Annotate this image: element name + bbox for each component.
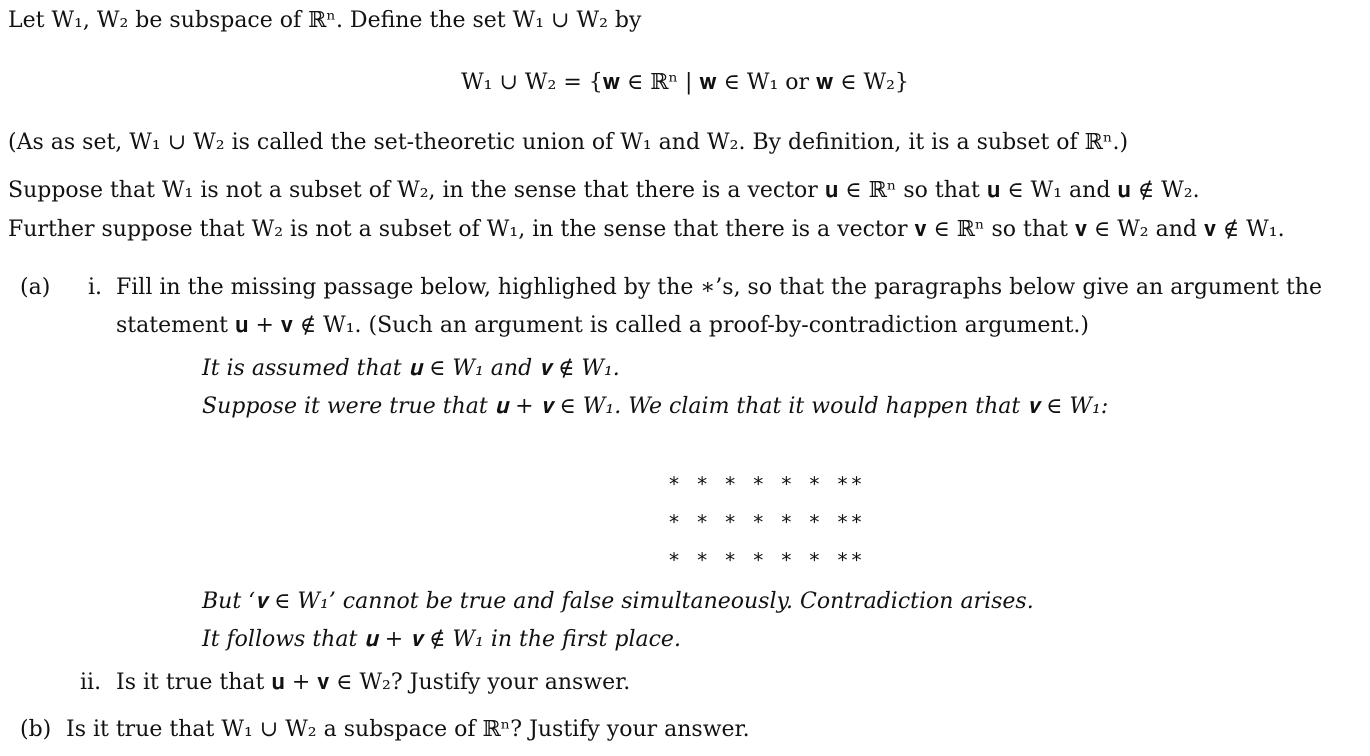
part-b-question: Is it true that W₁ ∪ W₂ a subspace of ℝⁿ? Justify your answer. [66,717,750,742]
union-remark: (As as set, W₁ ∪ W₂ is called the set-theoretic union of W₁ and W₂. By definition, it is a subset of ℝⁿ.) [8,130,1129,155]
intro-line: Let W₁, W₂ be subspace of ℝⁿ. Define the set W₁ ∪ W₂ by [8,8,642,33]
part-a-i-instruction: Fill in the missing passage below, highlighed by the ∗’s, so that the paragraphs below give an argument the [116,275,1322,300]
missing-passage-stars: ∗ ∗ ∗ ∗ ∗ ∗ ∗∗ [668,544,865,568]
proof-contradiction: But ‘𝐯 ∈ W₁’ cannot be true and false simultaneously. Contradiction arises. [202,589,1034,614]
missing-passage-stars: ∗ ∗ ∗ ∗ ∗ ∗ ∗∗ [668,468,865,492]
union-definition: W₁ ∪ W₂ = {𝐰 ∈ ℝⁿ | 𝐰 ∈ W₁ or 𝐰 ∈ W₂} [461,70,909,95]
missing-passage-stars: ∗ ∗ ∗ ∗ ∗ ∗ ∗∗ [668,506,865,530]
suppose-w2-not-subset: Further suppose that W₂ is not a subset of W₁, in the sense that there is a vector 𝐯 ∈ ℝⁿ so that 𝐯 ∈ W₂ and 𝐯 ∉ W₁. [8,217,1285,242]
part-a-i-label: i. [88,275,103,300]
part-a-ii-label: ii. [80,670,102,695]
proof-supposition: Suppose it were true that 𝐮 + 𝐯 ∈ W₁. We claim that it would happen that 𝐯 ∈ W₁: [202,394,1109,419]
part-a-ii-question: Is it true that 𝐮 + 𝐯 ∈ W₂? Justify your answer. [116,670,631,695]
proof-conclusion: It follows that 𝐮 + 𝐯 ∉ W₁ in the first place. [202,627,681,652]
part-a-i-statement: statement 𝐮 + 𝐯 ∉ W₁. (Such an argument is called a proof-by-contradiction argument.) [116,313,1090,338]
part-a-label: (a) [20,275,51,300]
suppose-w1-not-subset: Suppose that W₁ is not a subset of W₂, in the sense that there is a vector 𝐮 ∈ ℝⁿ so that 𝐮 ∈ W₁ and 𝐮 ∉ W₂. [8,178,1200,203]
part-b-label: (b) [20,717,52,742]
proof-assumption: It is assumed that 𝐮 ∈ W₁ and 𝐯 ∉ W₁. [202,356,620,381]
